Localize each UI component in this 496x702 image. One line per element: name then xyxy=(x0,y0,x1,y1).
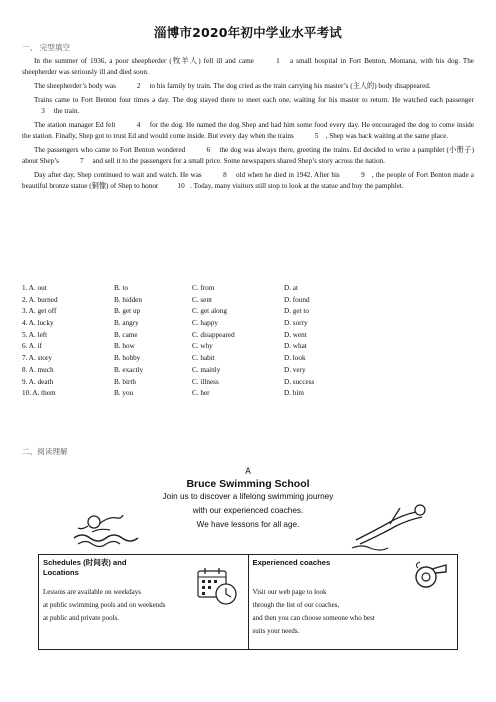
blank-4: 4 xyxy=(136,120,141,129)
choice-c: C. illness xyxy=(192,377,219,386)
choice-d: D. went xyxy=(284,330,307,339)
section-cloze-heading: 一、 完型填空 xyxy=(22,43,70,52)
choice-row-9 xyxy=(22,378,474,390)
text: The station manager Ed felt xyxy=(34,120,116,129)
choice-a: 6. A. if xyxy=(22,342,42,351)
text: , the people of Fort Benton made a beautiful bronze statue (铜像) of Shep to honor xyxy=(22,170,475,190)
choice-c: C. her xyxy=(192,389,210,398)
text: , Shep was back waiting at the same place. xyxy=(325,131,449,140)
choice-b: B. you xyxy=(114,389,134,398)
blank-8: 8 xyxy=(223,170,227,179)
blank-10: 10 xyxy=(177,181,185,190)
calendar-clock-icon xyxy=(196,566,238,606)
info-table xyxy=(38,554,458,650)
text: Trains came to Fort Benton four times a day. The dog stayed there to meet each one, waiting for his master to return. He watched each passenger xyxy=(34,95,474,104)
coaches-body xyxy=(253,586,454,638)
text: The sheepherder’s body was xyxy=(34,81,116,90)
tagline-1: Join us to discover a lifelong swimming journey xyxy=(162,492,334,501)
schedules-line-1: Lessons are available on weekdays xyxy=(43,588,141,596)
schedules-line-2: at public swimming pools and on weekends xyxy=(43,601,166,609)
text: a small hospital in Fort Benton, Montana, with his dog. The sheepherder was seriously ill and died soon. xyxy=(22,57,474,77)
text: Day after day, Shep continued to wait and watch. He was xyxy=(34,170,202,179)
choice-d: D. very xyxy=(284,365,306,374)
choice-d: D. look xyxy=(284,354,306,363)
exam-title: 淄博市2020年初中学业水平考试 xyxy=(154,25,342,40)
passage-a-label: A xyxy=(245,467,251,477)
choice-a: 7. A. story xyxy=(22,354,52,363)
text: for the dog. He named the dog Shep and had him some food every day. He encouraged the dog to come inside the station. Finally, Shep got to trust Ed and would come inside. But every day when the trains xyxy=(22,120,475,140)
choice-c: C. sent xyxy=(192,295,212,304)
choice-b: B. to xyxy=(114,284,128,292)
choice-c: C. from xyxy=(192,284,215,292)
choice-d: D. found xyxy=(284,295,310,304)
choice-a: 2. A. burned xyxy=(22,295,58,304)
choice-c: C. why xyxy=(192,342,213,351)
school-name: Bruce Swimming School xyxy=(186,478,310,490)
choice-d: D. sorry xyxy=(284,319,308,328)
blank-2: 2 xyxy=(136,81,141,90)
paragraph-4 xyxy=(22,120,474,143)
schedules-heading-2: Locations xyxy=(43,568,79,577)
choice-row-3 xyxy=(22,307,474,319)
choice-c: C. mainly xyxy=(192,365,221,374)
choice-row-1 xyxy=(22,284,474,296)
text: In the summer of 1936, a poor sheepherder (牧羊人) fell ill and came xyxy=(34,57,254,65)
choice-a: 9. A. death xyxy=(22,377,54,386)
cloze-passage xyxy=(22,56,474,195)
schedules-line-3: at public and private pools. xyxy=(43,614,120,622)
choice-d: D. get to xyxy=(284,307,309,316)
choice-row-7 xyxy=(22,354,474,366)
text: the dog was always there, greeting the trains. Ed decided to write a pamphlet (小册子) about Shep’s xyxy=(22,145,475,165)
blank-9: 9 xyxy=(361,170,365,179)
whistle-icon xyxy=(412,560,448,590)
text: old when he died in 1942. After his xyxy=(236,170,340,179)
choice-b: B. angry xyxy=(114,319,139,328)
paragraph-2 xyxy=(22,81,474,92)
choice-row-5 xyxy=(22,331,474,343)
choice-d: D. him xyxy=(284,389,304,398)
choice-a: 8. A. much xyxy=(22,365,54,374)
blank-7: 7 xyxy=(79,156,84,165)
choice-d: D. what xyxy=(284,342,307,351)
paragraph-6 xyxy=(22,170,474,193)
section-reading-heading: 二、阅读理解 xyxy=(22,447,68,456)
choice-b: B. exactly xyxy=(114,365,144,374)
paragraph-3 xyxy=(22,95,474,118)
choice-b: B. get up xyxy=(114,307,141,316)
text: the train. xyxy=(53,106,80,115)
choice-a: 3. A. get off xyxy=(22,307,57,316)
choice-b: B. birth xyxy=(114,377,136,386)
coaches-line-1: Visit our web page to look xyxy=(252,588,327,596)
choice-row-8 xyxy=(22,366,474,378)
choice-b: B. hidden xyxy=(114,295,142,304)
choice-c: C. get along xyxy=(192,307,227,316)
diver-icon xyxy=(350,500,430,552)
choice-c: C. habit xyxy=(192,354,215,363)
text: . Today, many visitors still stop to look at the statue and buy the pamphlet. xyxy=(190,181,404,190)
blank-3: 3 xyxy=(41,106,45,115)
blank-6: 6 xyxy=(206,145,211,154)
choice-b: B. how xyxy=(114,342,135,351)
choice-a: 10. A. them xyxy=(22,389,56,398)
choice-row-4 xyxy=(22,319,474,331)
tagline-2: with our experienced coaches. xyxy=(192,506,304,515)
coaches-heading: Experienced coaches xyxy=(252,558,331,567)
blank-1: 1 xyxy=(276,57,280,65)
paragraph-1 xyxy=(22,56,474,79)
coaches-line-4: suits your needs. xyxy=(252,627,300,635)
choice-b: B. came xyxy=(114,330,138,339)
text: and sell it to the passengers for a small price. Some newspapers shared Shep’s story across the nation. xyxy=(92,156,385,165)
choice-d: D. success xyxy=(284,377,315,386)
choice-a: 4. A. lucky xyxy=(22,319,54,328)
text: to his family by train. The dog cried as the train carrying his master’s (主人的) body disappeared. xyxy=(149,81,431,90)
choice-a: 1. A. out xyxy=(22,284,47,292)
choice-row-10 xyxy=(22,389,474,401)
choice-b: B. hobby xyxy=(114,354,141,363)
text: The passengers who came to Fort Benton wondered xyxy=(34,145,186,154)
schedules-heading-1: Schedules (时间表) and xyxy=(43,558,127,567)
choice-c: C. happy xyxy=(192,319,218,328)
choice-row-6 xyxy=(22,342,474,354)
coaches-line-2: through the list of our coaches, xyxy=(252,601,340,609)
blank-5: 5 xyxy=(314,131,319,140)
choice-a: 5. A. left xyxy=(22,330,48,339)
paragraph-5 xyxy=(22,145,474,168)
choice-list xyxy=(22,284,474,401)
choice-row-2 xyxy=(22,296,474,308)
choice-d: D. at xyxy=(284,284,298,292)
choice-c: C. disappeared xyxy=(192,330,235,339)
coaches-line-3: and then you can choose someone who best xyxy=(252,614,375,622)
swimmer-icon xyxy=(72,508,142,552)
tagline-3: We have lessons for all age. xyxy=(196,520,300,529)
